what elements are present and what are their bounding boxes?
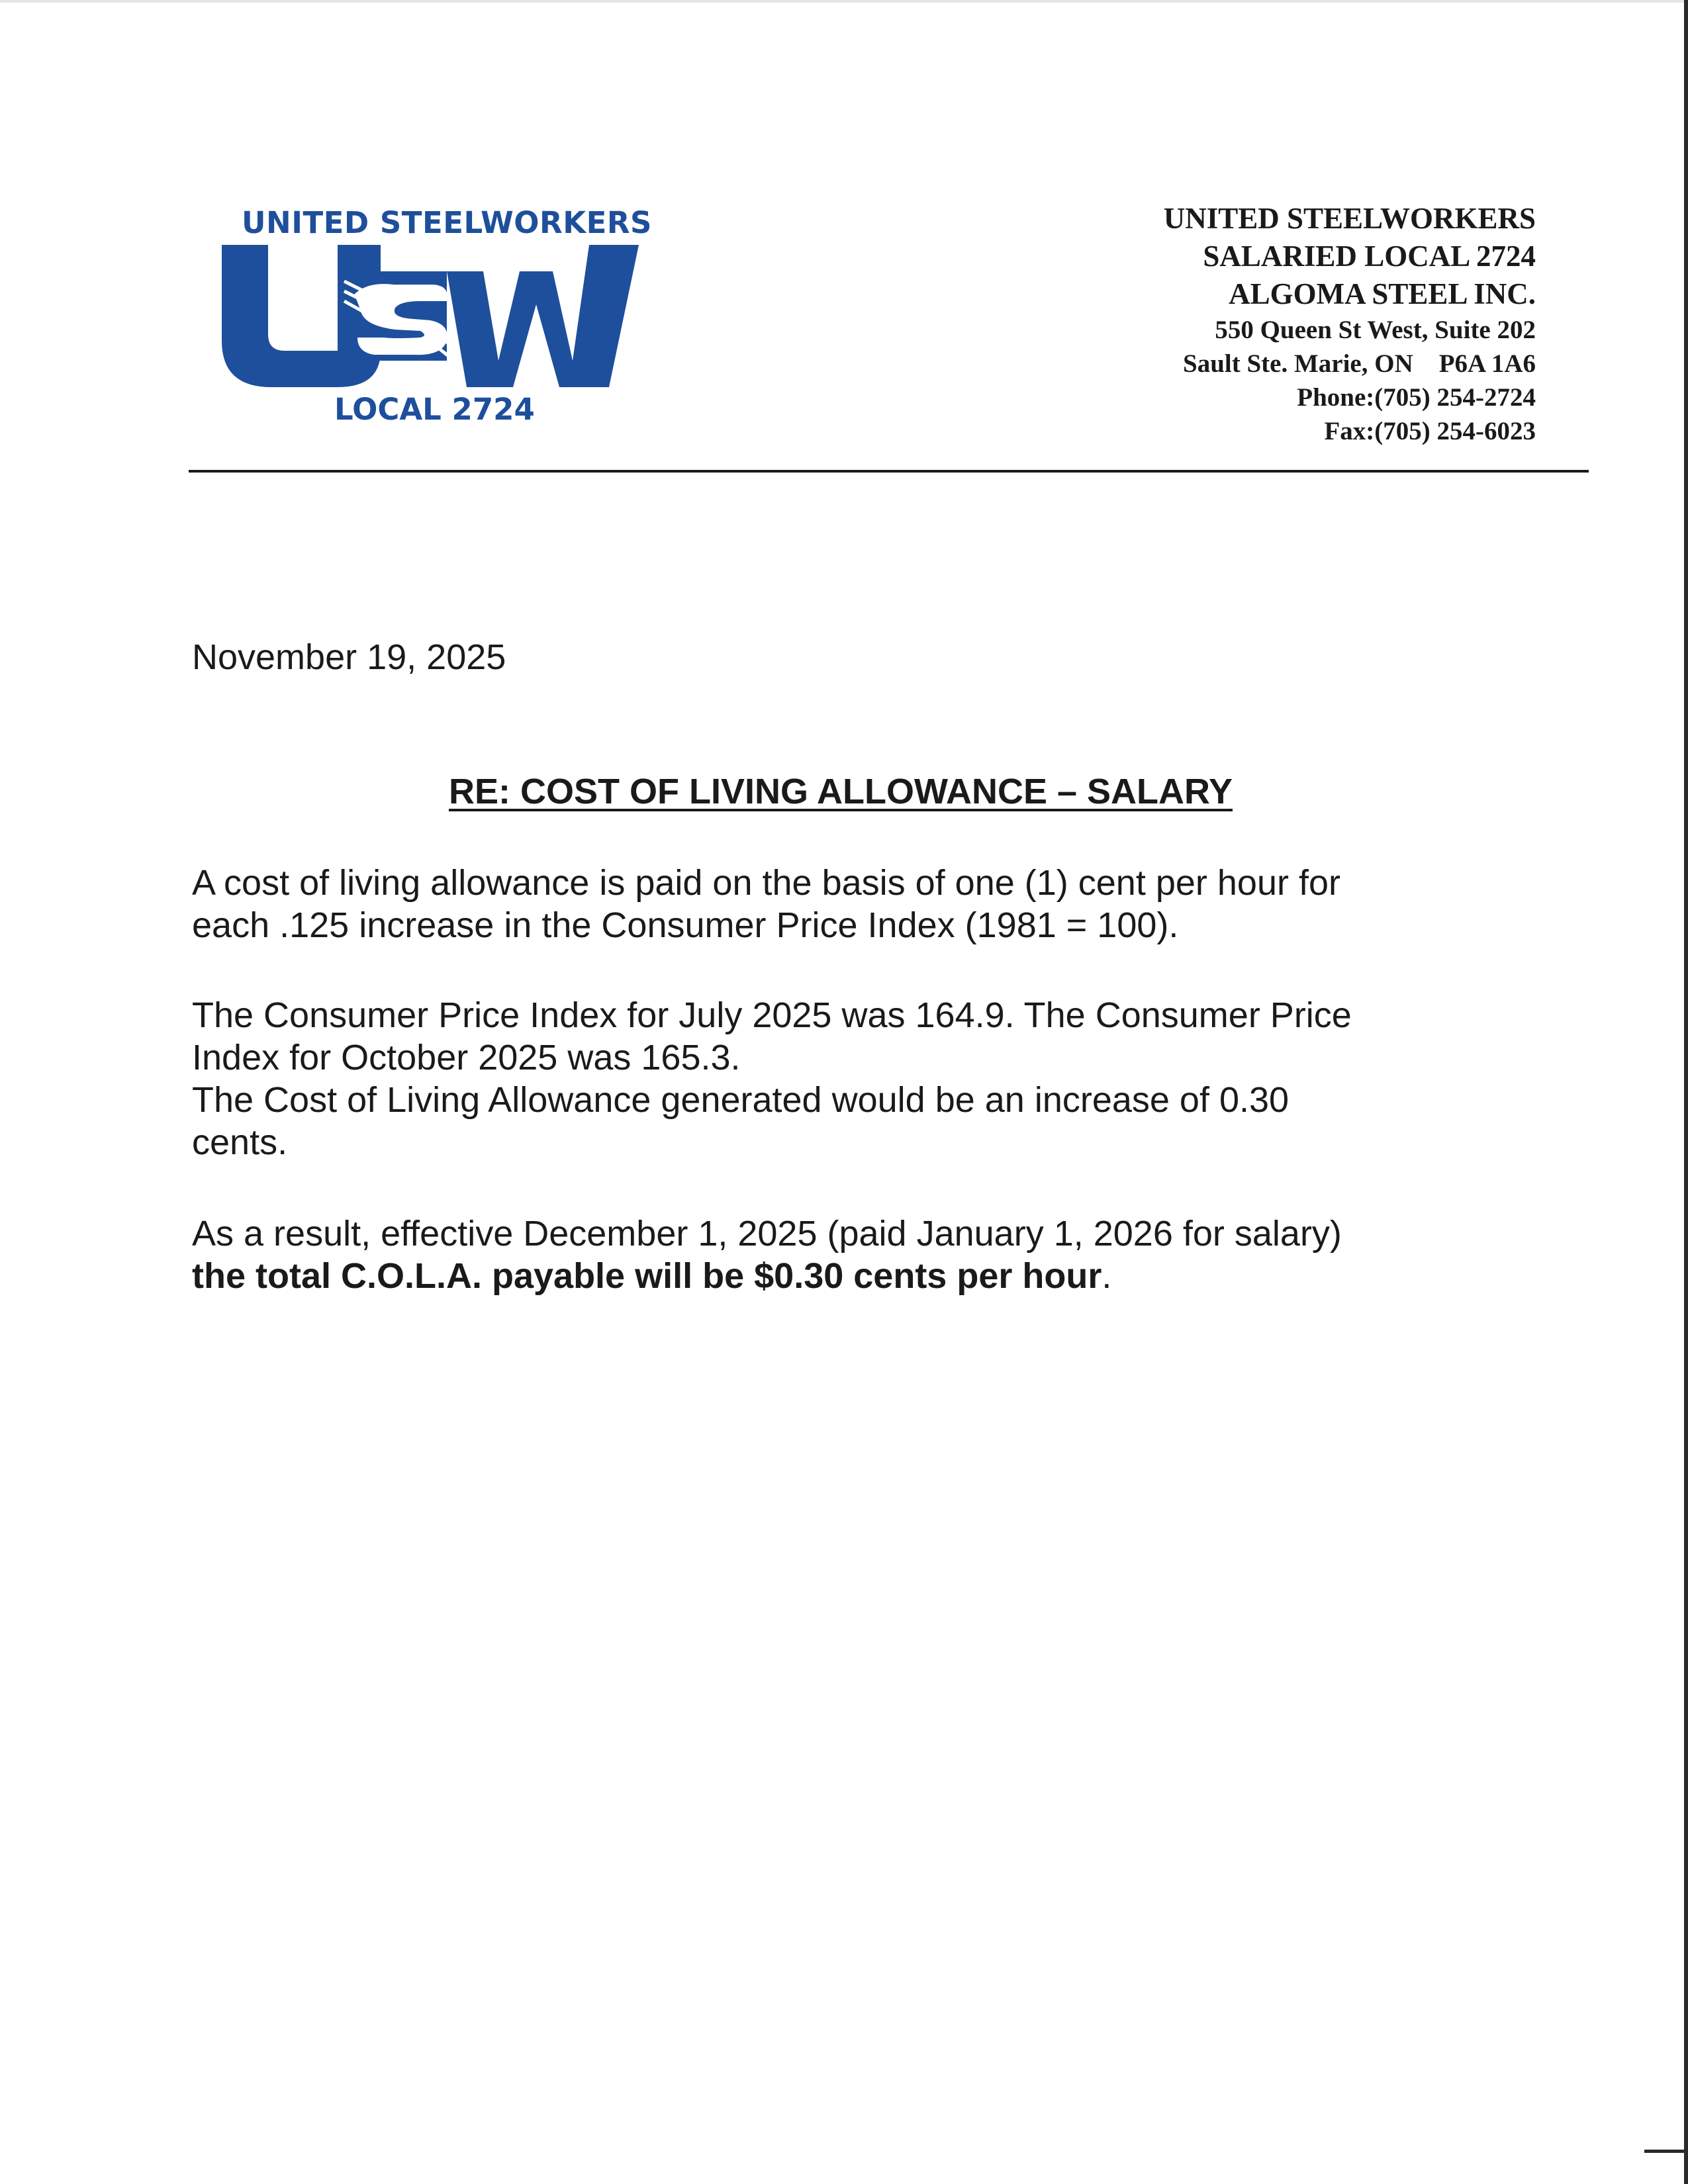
paragraph-line: As a result, effective December 1, 2025 (paid January 1, 2026 for salary) <box>192 1214 1342 1253</box>
letter-subject <box>192 771 1489 812</box>
usw-logo-mark <box>222 245 665 387</box>
scan-edge-top <box>0 0 1688 3</box>
paragraph-2 <box>192 994 1516 1163</box>
logo-top-text: UNITED STEELWORKERS <box>242 205 652 240</box>
letterhead-line: UNITED STEELWORKERS <box>1163 202 1536 235</box>
paragraph-line: A cost of living allowance is paid on the basis of one (1) cent per hour for <box>192 863 1340 903</box>
subject-text: RE: COST OF LIVING ALLOWANCE – SALARY <box>448 772 1233 811</box>
letterhead-address <box>940 200 1536 448</box>
scan-corner-mark <box>1644 2150 1684 2153</box>
paragraph-1 <box>192 862 1516 946</box>
paragraph-3 <box>192 1212 1516 1297</box>
header-divider <box>189 470 1589 473</box>
sentence-end: . <box>1102 1256 1112 1296</box>
cola-total-statement: the total C.O.L.A. payable will be $0.30 cents per hour <box>192 1256 1102 1296</box>
scan-edge-right <box>1684 0 1688 2184</box>
paragraph-line: The Consumer Price Index for July 2025 was 164.9. The Consumer Price <box>192 995 1352 1035</box>
letterhead-line: SALARIED LOCAL 2724 <box>1203 240 1536 273</box>
letterhead-fax: Fax:(705) 254-6023 <box>1324 417 1536 445</box>
usw-logo <box>222 205 665 430</box>
paragraph-line-bold <box>192 1255 1516 1297</box>
letterhead-phone: Phone:(705) 254-2724 <box>1297 383 1536 412</box>
paragraph-line: Index for October 2025 was 165.3. <box>192 1038 741 1077</box>
letterhead-line: ALGOMA STEEL INC. <box>1229 277 1536 310</box>
logo-bottom-text: LOCAL 2724 <box>334 392 535 427</box>
letter-date: November 19, 2025 <box>192 637 506 677</box>
letterhead-line: Sault Ste. Marie, ON P6A 1A6 <box>1183 349 1536 378</box>
paragraph-line: The Cost of Living Allowance generated would be an increase of 0.30 <box>192 1080 1289 1120</box>
paragraph-line: each .125 increase in the Consumer Price Index (1981 = 100). <box>192 905 1179 945</box>
paragraph-line: cents. <box>192 1122 288 1162</box>
letterhead-line: 550 Queen St West, Suite 202 <box>1215 316 1536 344</box>
